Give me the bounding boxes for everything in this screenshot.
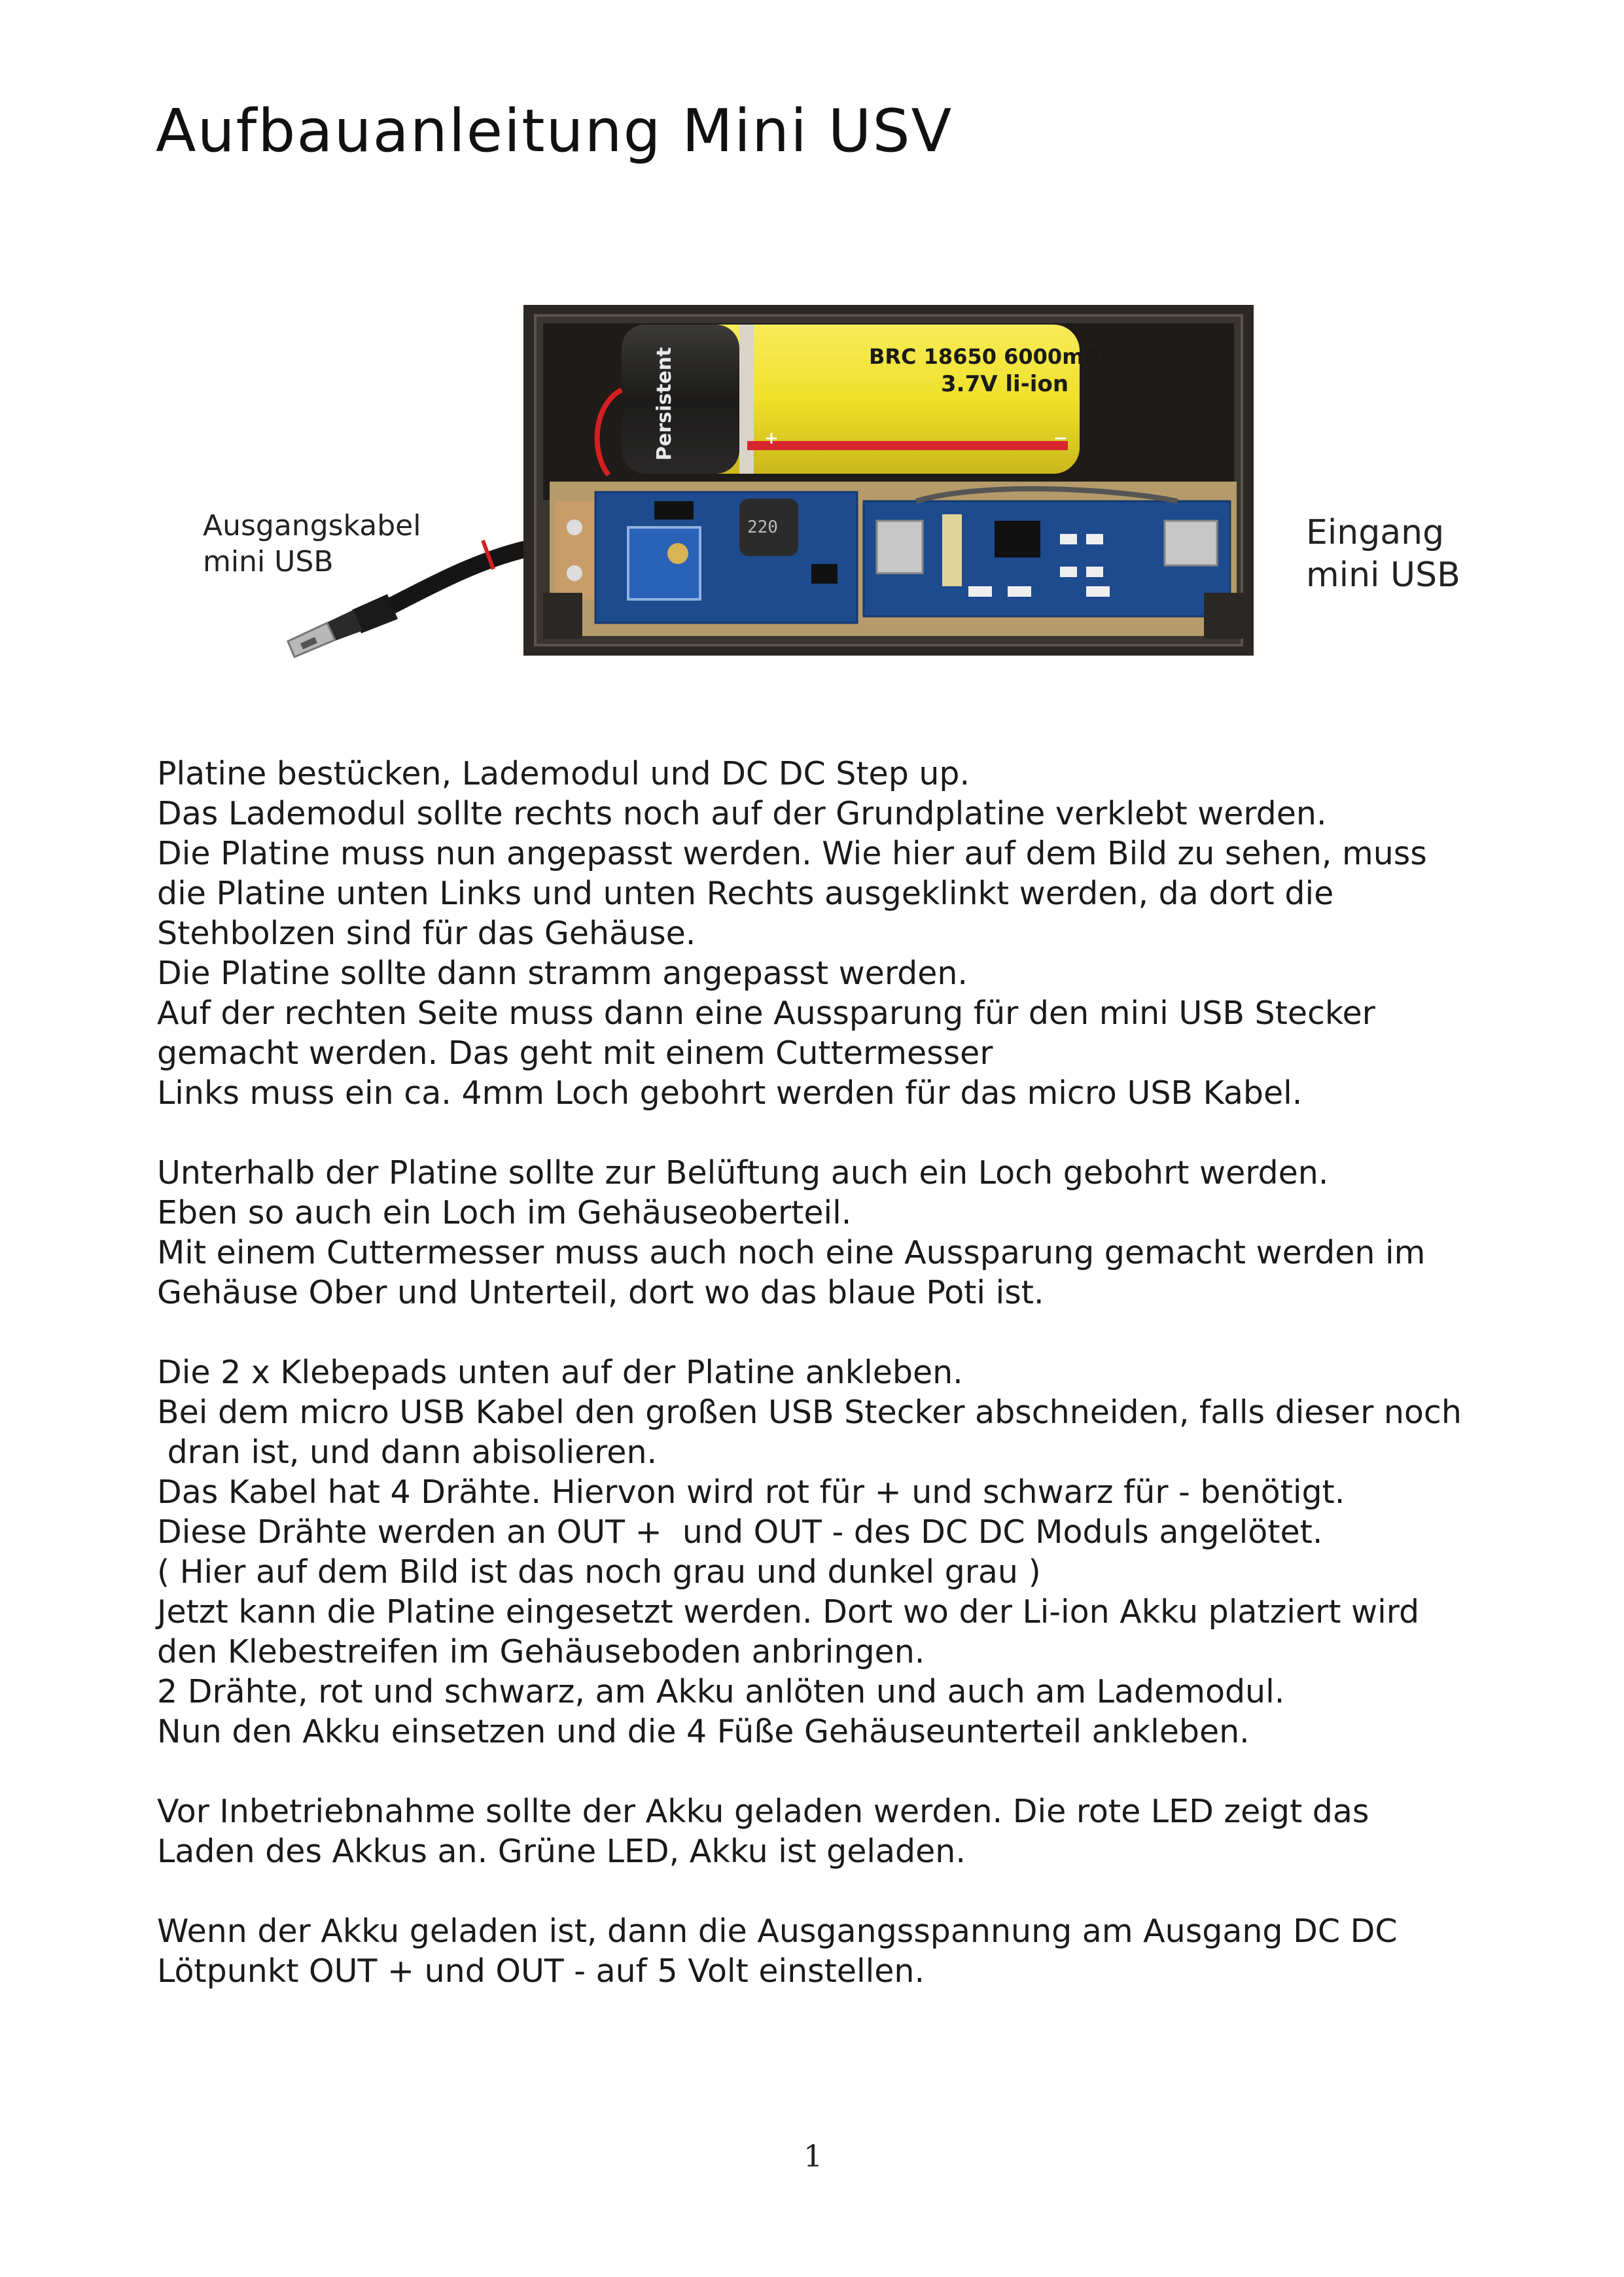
input-usb-label: Eingang mini USB <box>1306 513 1460 595</box>
paragraph-gap <box>157 1871 1531 1911</box>
device-photo <box>523 305 1254 656</box>
text-line: Lötpunkt OUT + und OUT - auf 5 Volt einstellen. <box>157 1952 925 1990</box>
instruction-text <box>157 754 1531 1991</box>
text-line: Das Kabel hat 4 Drähte. Hiervon wird rot für + und schwarz für - benötigt. <box>157 1474 1345 1511</box>
page-number: 1 <box>803 2138 823 2174</box>
text-line: Links muss ein ca. 4mm Loch gebohrt werden für das micro USB Kabel. <box>157 1074 1303 1112</box>
text-line: Wenn der Akku geladen ist, dann die Ausgangsspannung am Ausgang DC DC <box>157 1913 1398 1950</box>
output-cable-label: Ausgangskabel mini USB <box>203 509 421 578</box>
text-line: Jetzt kann die Platine eingesetzt werden. Dort wo der Li-ion Akku platziert wird <box>157 1593 1420 1631</box>
text-line: Eben so auch ein Loch im Gehäuseoberteil. <box>157 1194 852 1231</box>
text-line: gemacht werden. Das geht mit einem Cuttermesser <box>157 1034 993 1072</box>
page-title: Aufbauanleitung Mini USV <box>156 97 953 166</box>
text-line: den Klebestreifen im Gehäuseboden anbringen. <box>157 1633 925 1670</box>
paragraph <box>157 1153 1531 1313</box>
battery-voltage-text: 3.7V li-ion <box>941 371 1069 397</box>
text-line: die Platine unten Links und unten Rechts ausgeklinkt werden, da dort die <box>157 875 1334 912</box>
text-line: Die 2 x Klebepads unten auf der Platine ankleben. <box>157 1354 963 1391</box>
paragraph <box>157 1911 1531 1991</box>
text-line: Nun den Akku einsetzen und die 4 Füße Gehäuseunterteil ankleben. <box>157 1713 1250 1750</box>
text-line: Gehäuse Ober und Unterteil, dort wo das blaue Poti ist. <box>157 1274 1044 1311</box>
paragraph <box>157 1352 1531 1752</box>
text-line: Vor Inbetriebnahme sollte der Akku geladen werden. Die rote LED zeigt das <box>157 1793 1369 1830</box>
text-line: 2 Drähte, rot und schwarz, am Akku anlöten und auch am Lademodul. <box>157 1673 1285 1710</box>
text-line: Platine bestücken, Lademodul und DC DC Step up. <box>157 755 970 792</box>
text-line: Laden des Akkus an. Grüne LED, Akku ist geladen. <box>157 1833 966 1870</box>
text-line: Diese Drähte werden an OUT + und OUT - des DC DC Moduls angelötet. <box>157 1513 1323 1551</box>
text-line: ( Hier auf dem Bild ist das noch grau und dunkel grau ) <box>157 1553 1041 1591</box>
paragraph-gap <box>157 1313 1531 1352</box>
battery-minus-mark: − <box>1053 429 1068 448</box>
battery-brand-text: Persistent <box>653 347 676 461</box>
text-line: Stehbolzen sind für das Gehäuse. <box>157 915 696 952</box>
battery-plus-mark: + <box>764 429 779 448</box>
text-line: Unterhalb der Platine sollte zur Belüftung auch ein Loch gebohrt werden. <box>157 1154 1329 1191</box>
text-line: Die Platine muss nun angepasst werden. Wie hier auf dem Bild zu sehen, muss <box>157 835 1427 872</box>
paragraph <box>157 1792 1531 1871</box>
text-line: Das Lademodul sollte rechts noch auf der Grundplatine verklebt werden. <box>157 795 1327 832</box>
text-line: Auf der rechten Seite muss dann eine Aussparung für den mini USB Stecker <box>157 995 1375 1032</box>
text-line: Die Platine sollte dann stramm angepasst werden. <box>157 955 968 992</box>
paragraph-gap <box>157 1752 1531 1792</box>
text-line: Bei dem micro USB Kabel den großen USB Stecker abschneiden, falls dieser noch <box>157 1394 1462 1431</box>
paragraph-gap <box>157 1113 1531 1153</box>
inductor-label: 220 <box>747 518 778 537</box>
text-line: dran ist, und dann abisolieren. <box>157 1434 658 1471</box>
text-line: Mit einem Cuttermesser muss auch noch eine Aussparung gemacht werden im <box>157 1234 1426 1271</box>
battery-capacity-text: BRC 18650 6000mAh <box>869 344 1116 369</box>
paragraph <box>157 754 1531 1113</box>
